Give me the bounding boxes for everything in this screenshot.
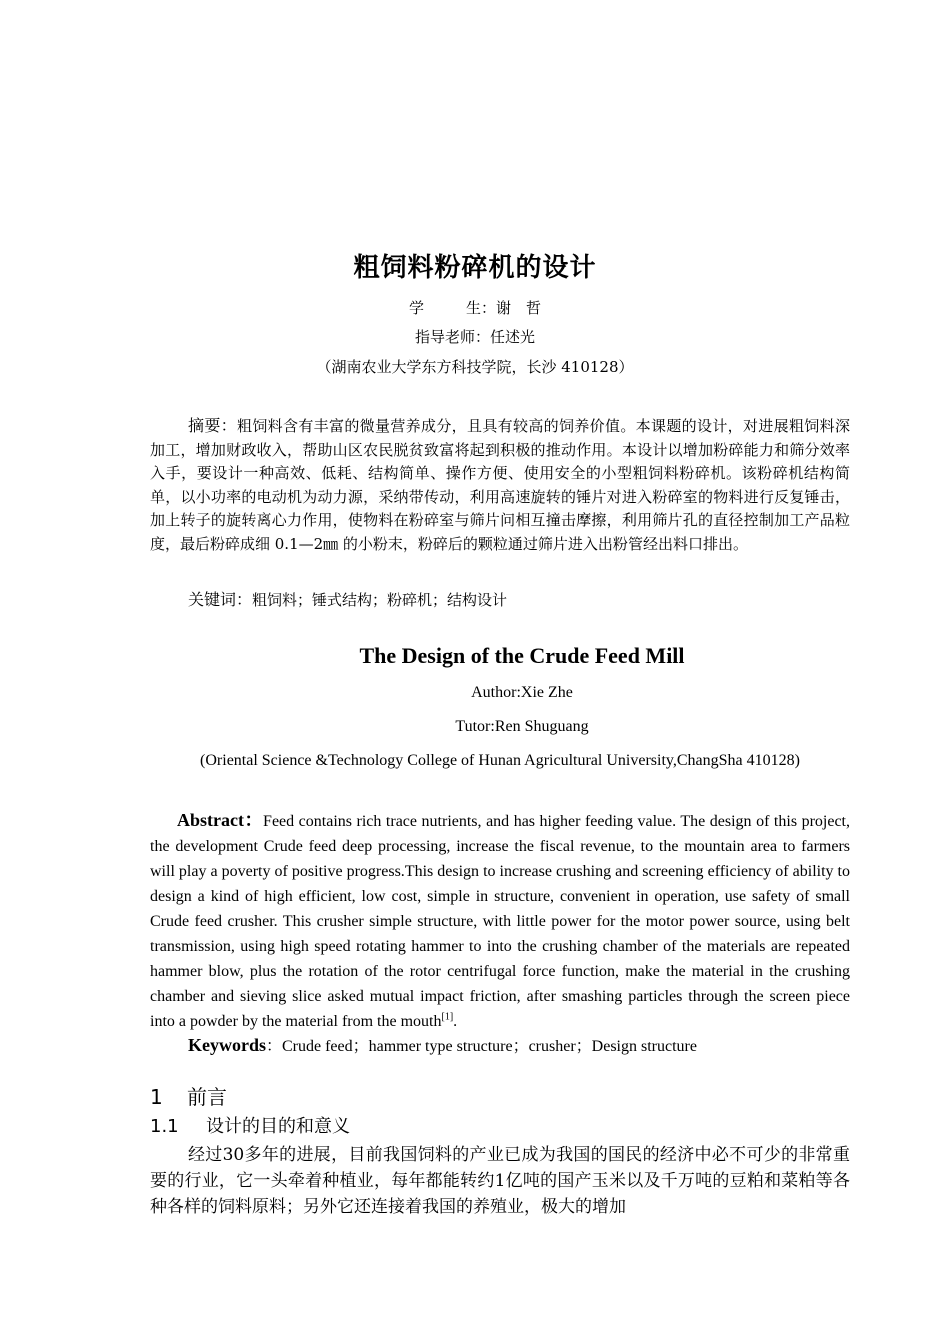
student-name: 生：谢 哲: [466, 299, 542, 317]
citation-ref[interactable]: [1]: [441, 1011, 454, 1023]
subsection-heading-1-1: [150, 1112, 350, 1138]
section-heading-1: [150, 1081, 227, 1110]
english-affiliation: (Oriental Science &Technology College of Hunan Agricultural University,ChangSha 410128): [200, 752, 800, 769]
section-number: 1: [150, 1085, 163, 1109]
english-abstract-text: Feed contains rich trace nutrients, and has higher feeding value. The design of this project, the development Crude feed deep processing, increase the fiscal revenue, to the mountain area to farmers will play a poverty of positive progress.This design to increase crushing and screening efficiency of ability to design a kind of high efficient, low cost, simple in structure, convenient in operation, use safety of small Crude feed crusher. This crusher simple structure, with little power for the motor power source, using belt transmission, using high speed rotating hammer to into the crushing chamber of the materials are repeated hammer blow, plus the rotation of the rotor centrifugal force function, make the material in the crushing chamber and sieving slice asked mutual impact friction, after smashing particles through the screen piece into a powder by the material from the mouth: [150, 813, 850, 1030]
subsection-number: 1.1: [150, 1116, 179, 1137]
body-paragraph: 经过30多年的进展，目前我国饲料的产业已成为我国的国民的经济中必不可少的非常重要的行业，它一头牵着种植业，每年都能转约1亿吨的国产玉米以及千万吨的豆粕和菜粕等各种各样的饲料原料；另外它还连接着我国的养殖业，极大的增加: [150, 1145, 850, 1217]
chinese-keywords-text: 粗饲料；锤式结构；粉碎机；结构设计: [252, 591, 508, 609]
english-abstract-label: Abstract：: [177, 810, 264, 830]
english-keywords-text: ：Crude feed；hammer type structure；crusher；Design structure: [266, 1038, 697, 1055]
english-author: Author:Xie Zhe: [471, 684, 573, 701]
chinese-keywords-label: 关键词：: [188, 590, 253, 609]
english-abstract-end: .: [453, 1013, 458, 1030]
english-keywords: [188, 1033, 697, 1056]
chinese-abstract: [150, 414, 850, 556]
chinese-student-line: [0, 297, 950, 318]
student-label-char: 学: [408, 299, 424, 317]
chinese-abstract-text: 粗饲料含有丰富的微量营养成分，且具有较高的饲养价值。本课题的设计，对进展粗饲料深加工，增加财政收入，帮助山区农民脱贫致富将起到积极的推动作用。本设计以增加粉碎能力和筛分效率入手，要设计一种高效、低耗、结构简单、操作方便、使用安全的小型粗饲料粉碎机。该粉碎机结构简单，以小功率的电动机为动力源，采纳带传动，利用高速旋转的锤片对进入粉碎室的物料进行反复锤击，加上转子的旋转离心力作用，使物料在粉碎室与筛片问相互撞击摩擦，利用筛片孔的直径控制加工产品粒度，最后粉碎成细 0.1—2㎜ 的小粉末，粉碎后的颗粒通过筛片进入出粉管经出料口排出。: [150, 417, 850, 553]
english-title: The Design of the Crude Feed Mill: [359, 643, 685, 668]
chinese-abstract-label: 摘要：: [188, 416, 237, 435]
english-keywords-label: Keywords: [188, 1035, 266, 1055]
section-title: 前言: [187, 1085, 227, 1109]
english-tutor: Tutor:Ren Shuguang: [455, 718, 589, 735]
chinese-title: 粗饲料粉碎机的设计: [353, 253, 597, 283]
chinese-affiliation: （湖南农业大学东方科技学院，长沙 410128）: [316, 358, 634, 376]
chinese-tutor-line: 指导老师：任述光: [414, 328, 535, 346]
english-abstract: [150, 808, 850, 1034]
chinese-keywords: [188, 589, 507, 611]
subsection-title: 设计的目的和意义: [206, 1116, 350, 1137]
